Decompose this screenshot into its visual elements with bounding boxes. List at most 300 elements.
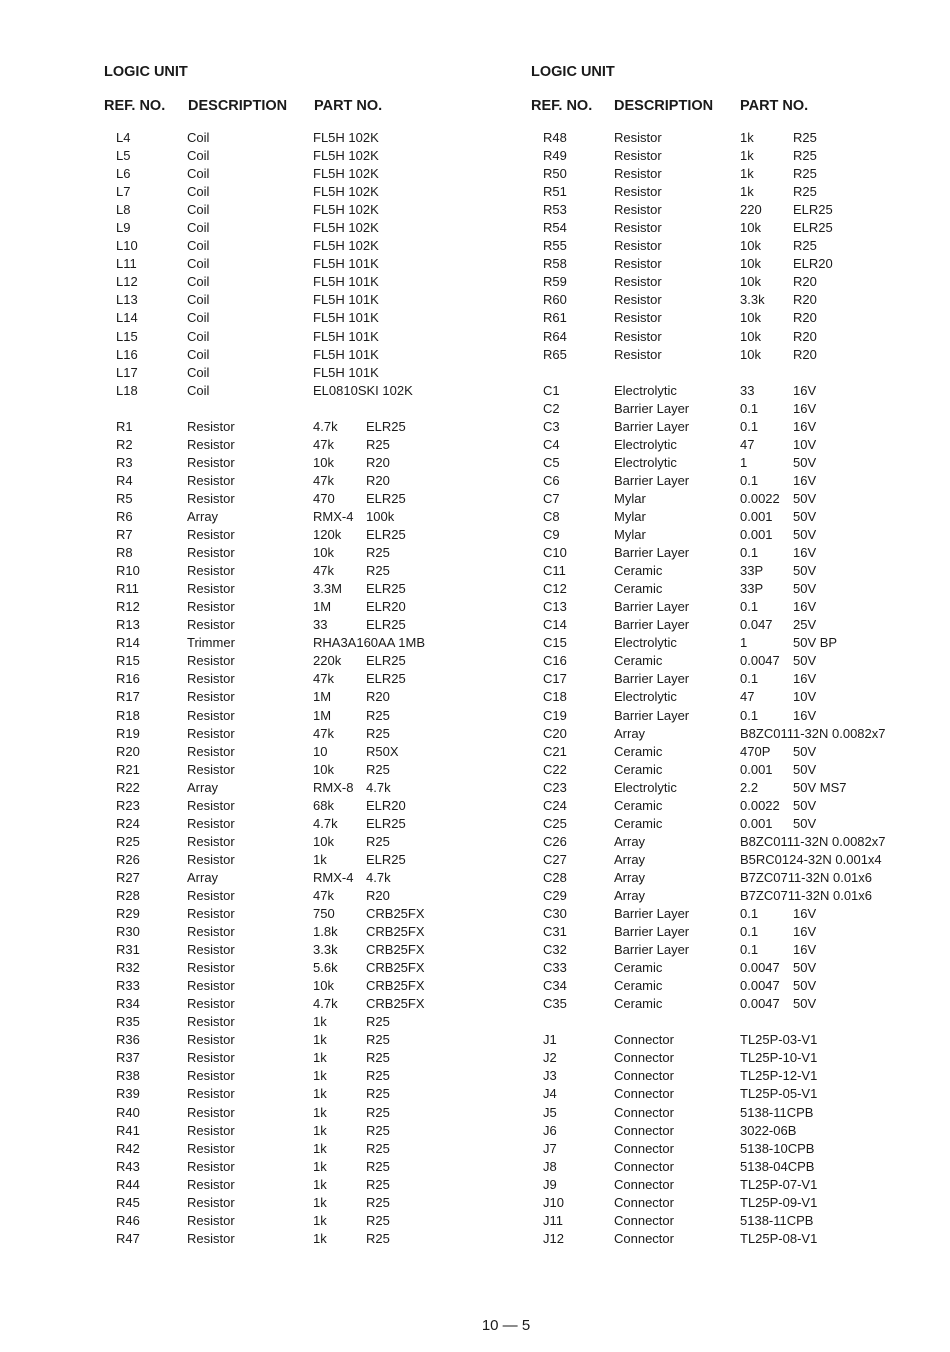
description-cell: Resistor [187,490,235,506]
part-value-cell: 16V [793,906,817,922]
right-table-header [531,96,809,116]
ref-no-cell: L17 [116,364,138,380]
description-cell: Barrier Layer [614,924,690,940]
ref-no-cell: J6 [543,1122,557,1138]
ref-no-cell: C8 [543,508,560,524]
table-row [104,725,484,743]
table-row [104,869,484,887]
part-value-cell: R25 [366,725,390,741]
part-value-cell: 50V MS7 [793,779,847,795]
description-cell: Resistor [187,599,235,615]
part-no-cell: 0.001 [740,761,773,777]
part-no-cell: 1k [740,130,754,145]
table-row [531,1122,911,1140]
ref-no-cell: C13 [543,599,567,615]
part-no-cell: 5138-10CPB [740,1140,815,1156]
part-no-cell: 470 [313,490,335,506]
description-cell: Resistor [187,797,235,813]
part-value-cell: 50V [793,996,817,1012]
part-no-cell: 1k [313,1014,327,1030]
description-cell: Resistor [614,148,662,164]
ref-no-cell: C28 [543,869,567,885]
part-value-cell: ELR25 [366,418,406,434]
table-row [104,1122,484,1140]
part-value-cell: R25 [366,707,390,723]
part-no-cell: 47k [313,725,334,741]
ref-no-cell: J8 [543,1158,557,1174]
part-no-cell: 2.2 [740,779,759,795]
ref-no-cell: C34 [543,978,567,994]
table-row [531,436,911,454]
part-no-cell: 1k [313,1194,327,1210]
table-row [104,652,484,670]
table-row [104,959,484,977]
table-row [531,400,911,418]
description-cell: Electrolytic [614,635,677,651]
description-header: DESCRIPTION [188,98,288,114]
table-row [531,1140,911,1158]
part-no-cell: 1k [313,1032,327,1048]
table-row [104,761,484,779]
description-cell: Electrolytic [614,779,677,795]
description-cell: Coil [187,328,210,344]
part-no-cell: 0.0047 [740,960,780,976]
part-no-cell: 0.1 [740,906,759,922]
description-cell: Resistor [187,1194,235,1210]
part-no-cell: B7ZC0711-32N 0.01x6 [740,887,873,903]
ref-no-cell: J9 [543,1176,557,1192]
description-cell: Resistor [187,454,235,470]
table-row [104,923,484,941]
table-row [104,418,484,436]
description-cell: Connector [614,1086,674,1102]
part-value-cell: 100k [366,508,395,524]
description-cell: Resistor [187,707,235,723]
description-cell: Array [614,851,646,867]
table-row [104,1085,484,1103]
description-cell: Resistor [614,274,662,290]
description-cell: Resistor [187,1032,235,1048]
table-row [104,436,484,454]
part-no-cell: 220k [313,653,342,669]
part-no-cell: TL25P-05-V1 [740,1086,818,1102]
description-cell: Barrier Layer [614,545,690,561]
part-value-cell: R25 [366,545,390,561]
ref-no-cell: L5 [116,148,131,164]
part-value-cell: R25 [366,1032,390,1048]
ref-no-cell: R49 [543,148,567,164]
part-no-cell: 470P [740,743,771,759]
part-value-cell: CRB25FX [366,942,425,958]
part-no-cell: FL5H 101K [313,292,379,308]
table-row [531,1031,911,1049]
part-no-cell: 1k [313,1212,327,1228]
description-cell: Resistor [187,851,235,867]
row-spacer [531,1013,911,1031]
ref-no-cell: R23 [116,797,140,813]
ref-no-cell: R31 [116,942,140,958]
part-no-cell: FL5H 102K [313,220,379,236]
part-no-header: PART NO. [314,98,383,114]
ref-no-cell: R16 [116,671,140,687]
part-no-cell: 0.0022 [740,490,780,506]
part-value-cell: 50V [793,761,817,777]
table-row [104,544,484,562]
ref-no-cell: R40 [116,1104,140,1120]
part-no-cell: 10k [740,346,761,362]
left-column [104,62,426,1246]
table-row [531,1085,911,1103]
table-row [531,707,911,725]
description-cell: Ceramic [614,978,663,994]
ref-no-cell: R32 [116,960,140,976]
table-row [104,219,484,237]
part-no-cell: 0.0047 [740,996,780,1012]
table-row [531,1194,911,1212]
part-no-cell: 1k [313,1140,327,1156]
part-value-cell: 16V [793,671,817,687]
table-row [104,670,484,688]
part-value-cell: ELR25 [366,527,406,543]
description-cell: Coil [187,364,210,380]
table-row [531,291,911,309]
table-row [104,454,484,472]
part-value-cell: CRB25FX [366,960,425,976]
ref-no-cell: J3 [543,1068,557,1084]
table-row [531,309,911,327]
description-cell: Resistor [614,346,662,362]
table-row [104,346,484,364]
part-no-cell: 0.1 [740,924,759,940]
description-cell: Barrier Layer [614,942,690,958]
part-value-cell: CRB25FX [366,996,425,1012]
table-row [104,851,484,869]
description-cell: Resistor [614,184,662,200]
part-value-cell: 50V [793,960,817,976]
part-no-cell: 10 [313,743,328,759]
description-cell: Array [187,508,219,524]
ref-no-cell: R34 [116,996,140,1012]
description-cell: Resistor [187,1086,235,1102]
part-value-cell: 50V [793,490,817,506]
description-cell: Resistor [187,815,235,831]
ref-no-cell: C15 [543,635,567,651]
part-no-cell: 1k [740,166,754,182]
description-cell: Coil [187,220,210,236]
description-cell: Resistor [187,1014,235,1030]
ref-no-cell: R18 [116,707,140,723]
part-value-cell: CRB25FX [366,924,425,940]
table-row [531,743,911,761]
description-cell: Ceramic [614,563,663,579]
table-row [104,364,484,382]
part-value-cell: 50V [793,743,817,759]
part-no-cell: 1k [313,1104,327,1120]
description-cell: Resistor [187,581,235,597]
description-cell: Connector [614,1122,674,1138]
table-row [104,273,484,291]
part-no-cell: 4.7k [313,996,338,1012]
part-value-cell: 4.7k [366,779,391,795]
description-cell: Mylar [614,508,646,524]
table-row [531,941,911,959]
part-value-cell: 16V [793,707,817,723]
table-row [531,237,911,255]
table-row [104,743,484,761]
table-row [531,869,911,887]
ref-no-cell: C1 [543,382,560,398]
description-cell: Array [614,869,646,885]
part-no-cell: 3.3k [740,292,765,308]
part-no-cell: FL5H 102K [313,166,379,182]
table-row [104,382,484,400]
ref-no-cell: C3 [543,418,560,434]
part-no-cell: 33 [740,382,755,398]
ref-no-header: REF. NO. [531,98,593,114]
table-row [104,309,484,327]
part-value-cell: 50V [793,653,817,669]
part-no-cell: 0.1 [740,707,759,723]
description-cell: Connector [614,1176,674,1192]
part-no-cell: RMX-8 [313,779,354,795]
ref-no-cell: L6 [116,166,131,182]
part-no-cell: 120k [313,527,342,543]
description-cell: Connector [614,1104,674,1120]
part-no-header: PART NO. [740,98,809,114]
part-no-cell: 0.1 [740,545,759,561]
ref-no-cell: C4 [543,436,560,452]
ref-no-cell: R59 [543,274,567,290]
part-no-cell: 10k [313,833,334,849]
ref-no-cell: R28 [116,887,140,903]
ref-no-cell: R39 [116,1086,140,1102]
part-value-cell: CRB25FX [366,906,425,922]
ref-no-cell: R50 [543,166,567,182]
ref-no-cell: R55 [543,238,567,254]
part-no-cell: FL5H 101K [313,274,379,290]
table-row [531,959,911,977]
part-value-cell: R20 [793,310,817,326]
part-no-cell: TL25P-12-V1 [740,1068,818,1084]
table-row [531,544,911,562]
table-row [531,201,911,219]
ref-no-cell: L9 [116,220,131,236]
part-no-cell: 0.1 [740,400,759,416]
part-value-cell: R25 [366,436,390,452]
part-value-cell: 25V [793,617,817,633]
part-no-cell: 1 [740,635,748,651]
table-row [531,616,911,634]
part-value-cell: R25 [793,184,817,200]
table-row [104,688,484,706]
table-row [531,562,911,580]
ref-no-cell: R4 [116,472,133,488]
table-row [531,129,911,147]
ref-no-cell: L8 [116,202,131,218]
part-value-cell: 16V [793,418,817,434]
part-no-cell: B8ZC0111-32N 0.0082x7 [740,833,886,849]
part-no-cell: RMX-4 [313,508,354,524]
ref-no-cell: R20 [116,743,140,759]
description-cell: Resistor [187,1176,235,1192]
part-no-cell: 1k [740,184,754,200]
description-cell: Coil [187,166,210,182]
part-value-cell: R25 [366,833,390,849]
part-no-cell: 4.7k [313,418,338,434]
table-row [104,1067,484,1085]
description-cell: Resistor [187,472,235,488]
part-no-cell: RMX-4 [313,869,354,885]
ref-no-cell: R10 [116,563,140,579]
part-no-cell: 1M [313,689,332,705]
table-row [104,977,484,995]
ref-no-cell: R6 [116,508,133,524]
description-cell: Barrier Layer [614,400,690,416]
table-row [104,147,484,165]
part-value-cell: ELR20 [793,256,833,272]
description-cell: Resistor [614,220,662,236]
table-row [531,1158,911,1176]
description-cell: Coil [187,256,210,272]
ref-no-cell: R43 [116,1158,140,1174]
description-cell: Resistor [614,328,662,344]
ref-no-cell: R42 [116,1140,140,1156]
part-value-cell: R20 [793,274,817,290]
part-value-cell: ELR25 [366,581,406,597]
part-no-cell: 33 [313,617,328,633]
description-cell: Resistor [187,887,235,903]
description-cell: Electrolytic [614,689,677,705]
ref-no-cell: R7 [116,527,133,543]
table-row [104,598,484,616]
ref-no-cell: L12 [116,274,138,290]
part-no-cell: 47 [740,689,755,705]
part-value-cell: 50V [793,978,817,994]
description-cell: Resistor [187,527,235,543]
description-cell: Ceramic [614,960,663,976]
part-value-cell: 50V [793,815,817,831]
ref-no-cell: C20 [543,725,567,741]
ref-no-cell: R25 [116,833,140,849]
table-row [531,887,911,905]
description-cell: Resistor [187,689,235,705]
part-value-cell: ELR25 [366,671,406,687]
table-row [531,1067,911,1085]
ref-no-cell: C27 [543,851,567,867]
part-value-cell: ELR25 [366,617,406,633]
ref-no-cell: J12 [543,1230,564,1246]
table-row [531,255,911,273]
part-no-cell: 0.0022 [740,797,780,813]
part-value-cell: R25 [793,238,817,254]
part-value-cell: R50X [366,743,399,759]
part-no-cell: 1k [313,1086,327,1102]
part-no-cell: 1.8k [313,924,338,940]
description-cell: Resistor [187,1212,235,1228]
ref-no-cell: L7 [116,184,131,200]
ref-no-cell: C5 [543,454,560,470]
ref-no-cell: J2 [543,1050,557,1066]
ref-no-cell: R35 [116,1014,140,1030]
table-row [104,1230,484,1248]
right-parts-list [531,129,911,1248]
description-cell: Coil [187,310,210,326]
right-column [531,62,886,1246]
table-row [104,779,484,797]
ref-no-cell: C33 [543,960,567,976]
ref-no-cell: R27 [116,869,140,885]
table-row [104,634,484,652]
description-cell: Resistor [187,996,235,1012]
part-value-cell: 50V [793,454,817,470]
part-value-cell: 16V [793,942,817,958]
ref-no-cell: R17 [116,689,140,705]
part-no-cell: FL5H 102K [313,202,379,218]
part-value-cell: R25 [793,166,817,182]
ref-no-cell: R2 [116,436,133,452]
description-cell: Barrier Layer [614,472,690,488]
part-no-cell: 10k [740,220,761,236]
part-value-cell: R20 [793,328,817,344]
description-cell: Resistor [187,1230,235,1246]
table-row [104,1158,484,1176]
ref-no-cell: R3 [116,454,133,470]
part-no-cell: 0.001 [740,508,773,524]
description-cell: Resistor [187,1158,235,1174]
table-row [104,1013,484,1031]
ref-no-cell: J1 [543,1032,557,1048]
part-value-cell: 50V [793,527,817,543]
part-no-cell: 47k [313,436,334,452]
ref-no-cell: R22 [116,779,140,795]
ref-no-cell: R12 [116,599,140,615]
row-spacer [104,400,484,418]
part-no-cell: 1k [313,1122,327,1138]
part-no-cell: 47k [313,671,334,687]
description-cell: Array [187,779,219,795]
description-cell: Array [614,725,646,741]
part-value-cell: R20 [793,292,817,308]
description-cell: Resistor [614,166,662,182]
description-cell: Barrier Layer [614,599,690,615]
ref-no-cell: R38 [116,1068,140,1084]
part-no-cell: 0.0047 [740,978,780,994]
part-value-cell: ELR25 [366,815,406,831]
part-no-cell: FL5H 101K [313,256,379,272]
part-value-cell: R20 [793,346,817,362]
description-cell: Trimmer [187,635,235,651]
description-cell: Coil [187,130,210,145]
part-no-cell: 33P [740,581,764,597]
table-row [531,725,911,743]
part-value-cell: ELR25 [366,490,406,506]
part-value-cell: R25 [366,1140,390,1156]
part-no-cell: 10k [740,328,761,344]
ref-no-cell: L16 [116,346,138,362]
ref-no-cell: R65 [543,346,567,362]
description-cell: Resistor [187,960,235,976]
ref-no-cell: C24 [543,797,567,813]
right-unit-title: LOGIC UNIT [531,64,615,80]
part-value-cell: R25 [366,1086,390,1102]
description-cell: Resistor [614,256,662,272]
part-value-cell: 16V [793,472,817,488]
part-value-cell: R25 [366,1068,390,1084]
description-cell: Resistor [187,617,235,633]
part-no-cell: 5138-11CPB [740,1212,814,1228]
ref-no-cell: C29 [543,887,567,903]
part-value-cell: 16V [793,599,817,615]
